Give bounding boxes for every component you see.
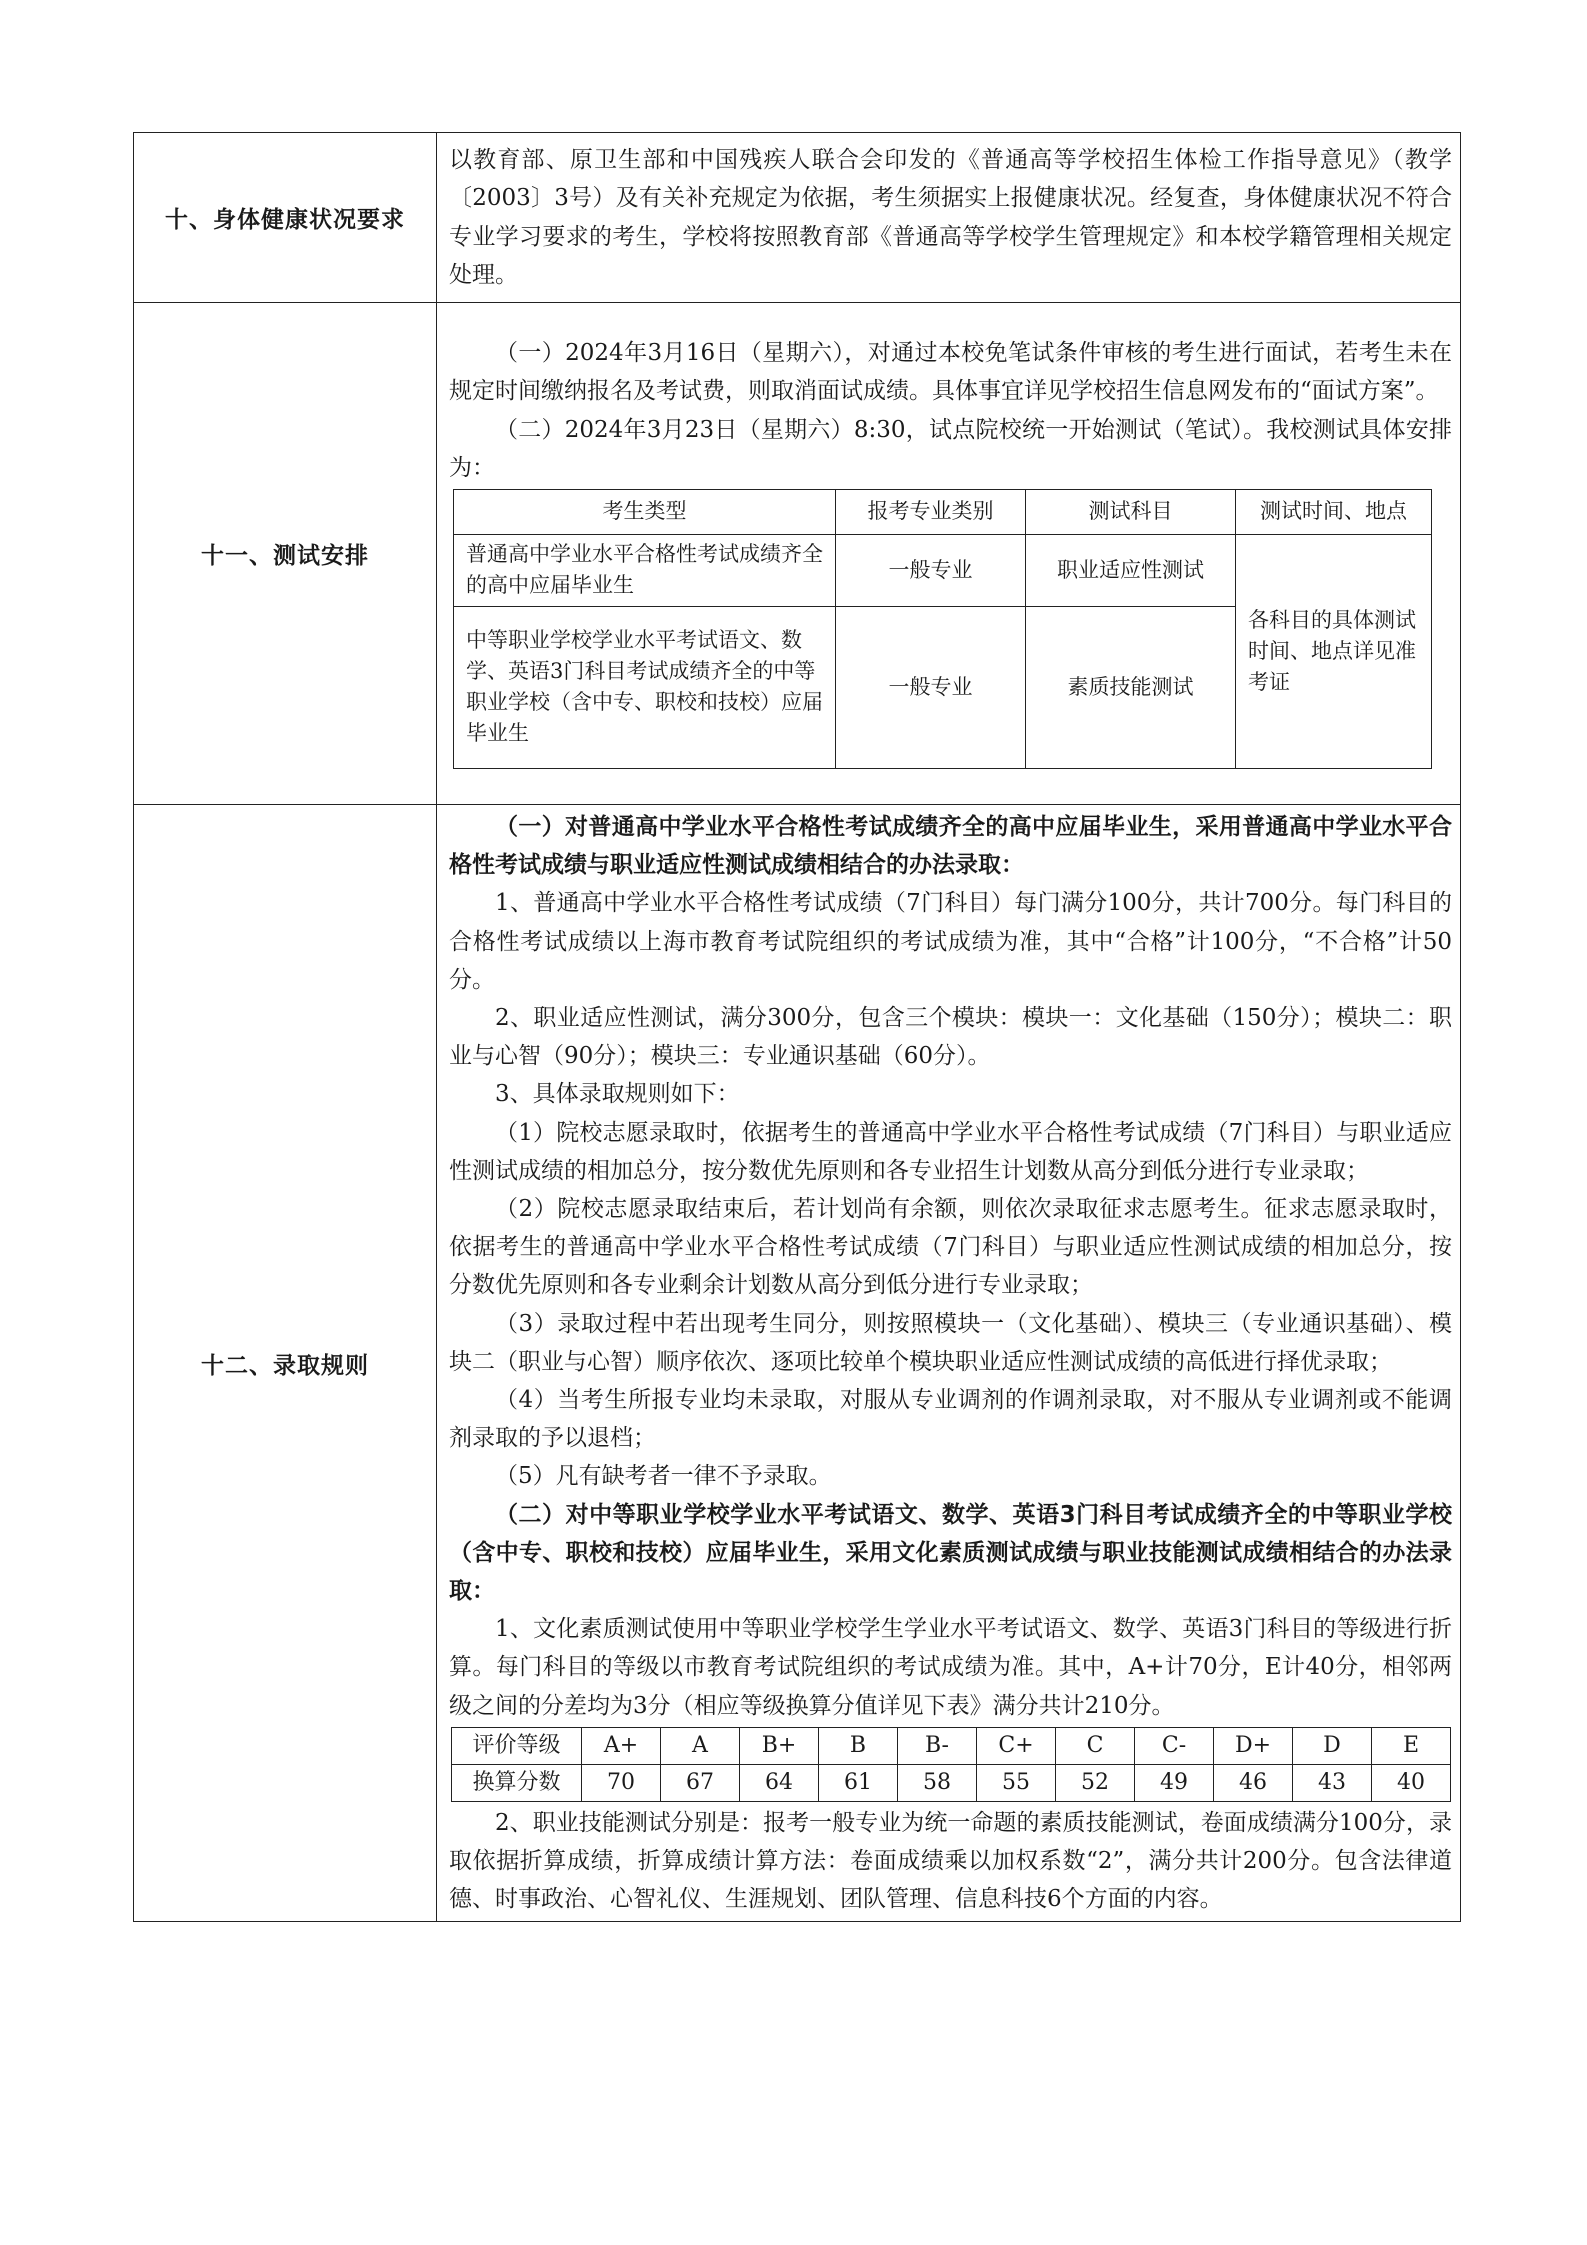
- score-cell: 67: [661, 1764, 740, 1801]
- score-cell: 55: [977, 1764, 1056, 1801]
- section-admission-body: [437, 805, 1461, 1922]
- admission-heading-1: （一）对普通高中学业水平合格性考试成绩齐全的高中应届毕业生，采用普通高中学业水平合格性考试成绩与职业适应性测试成绩相结合的办法录取：: [449, 814, 1452, 879]
- score-cell: 64: [740, 1764, 819, 1801]
- admission-para: 2、职业技能测试分别是：报考一般专业为统一命题的素质技能测试，卷面成绩满分100分，录取依据折算成绩，折算成绩计算方法：卷面成绩乘以加权系数“2”，满分共计200分。包含法律道德、时事政治、心智礼仪、生涯规划、团队管理、信息科技6个方面的内容。: [449, 1809, 1452, 1913]
- grade-cell: B: [819, 1727, 898, 1764]
- subject-cell: 素质技能测试: [1026, 606, 1236, 768]
- header-category: 报考专业类别: [836, 489, 1026, 534]
- admission-para: 1、普通高中学业水平合格性考试成绩（7门科目）每门满分100分，共计700分。每门科目的合格性考试成绩以上海市教育考试院组织的考试成绩为准，其中“合格”计100分，“不合格”计50分。: [449, 890, 1452, 993]
- admission-para: （3）录取过程中若出现考生同分，则按照模块一（文化基础）、模块三（专业通识基础）、模块二（职业与心智）顺序依次、逐项比较单个模块职业适应性测试成绩的高低进行择优录取；: [449, 1310, 1452, 1375]
- score-cell: 49: [1135, 1764, 1214, 1801]
- score-cell: 52: [1056, 1764, 1135, 1801]
- grade-cell: A+: [582, 1727, 661, 1764]
- candidate-type-cell: 普通高中学业水平合格性考试成绩齐全的高中应届毕业生: [454, 534, 836, 606]
- score-cell: 46: [1214, 1764, 1293, 1801]
- header-candidate-type: 考生类型: [454, 489, 836, 534]
- score-cell: 43: [1293, 1764, 1372, 1801]
- admission-para: 1、文化素质测试使用中等职业学校学生学业水平考试语文、数学、英语3门科目的等级进行折算。每门科目的等级以市教育考试院组织的考试成绩为准。其中，A+计70分，E计40分，相邻两级之间的分差均为3分（相应等级换算分值详见下表》满分共计210分。: [449, 1616, 1452, 1719]
- score-row: [452, 1764, 1451, 1801]
- section-health-row: [134, 133, 1461, 303]
- grade-cell: D: [1293, 1727, 1372, 1764]
- grade-row: [452, 1727, 1451, 1764]
- section-admission-title: 十二、录取规则: [134, 805, 437, 1922]
- section-health-title: 十、身体健康状况要求: [134, 133, 437, 303]
- score-cell: 70: [582, 1764, 661, 1801]
- time-place-cell: 各科目的具体测试时间、地点详见准考证: [1236, 534, 1432, 768]
- candidate-type-cell: 中等职业学校学业水平考试语文、数学、英语3门科目考试成绩齐全的中等职业学校（含中专、职校和技校）应届毕业生: [454, 606, 836, 768]
- category-cell: 一般专业: [836, 534, 1026, 606]
- grade-cell: E: [1372, 1727, 1451, 1764]
- grade-cell: B-: [898, 1727, 977, 1764]
- test-schedule-table: [453, 489, 1432, 769]
- grade-conversion-table: [451, 1727, 1451, 1802]
- table-row: [454, 534, 1432, 606]
- grade-cell: C: [1056, 1727, 1135, 1764]
- section-health-body: [437, 133, 1461, 303]
- score-cell: 58: [898, 1764, 977, 1801]
- grade-cell: C+: [977, 1727, 1056, 1764]
- subject-cell: 职业适应性测试: [1026, 534, 1236, 606]
- test-schedule-header: [454, 489, 1432, 534]
- grade-cell: D+: [1214, 1727, 1293, 1764]
- admission-rules-table: [133, 132, 1461, 1922]
- admission-para: （5）凡有缺考者一律不予录取。: [495, 1463, 832, 1490]
- admission-para: 2、职业适应性测试，满分300分，包含三个模块：模块一：文化基础（150分）；模块二：职业与心智（90分）；模块三：专业通识基础（60分）。: [449, 1005, 1452, 1070]
- test-para-2: （二）2024年3月23日（星期六）8:30，试点院校统一开始测试（笔试）。我校测试具体安排为：: [449, 416, 1452, 481]
- admission-para: （1）院校志愿录取时，依据考生的普通高中学业水平合格性考试成绩（7门科目）与职业适应性测试成绩的相加总分，按分数优先原则和各专业招生计划数从高分到低分进行专业录取；: [449, 1119, 1452, 1184]
- admission-heading-2: （二）对中等职业学校学业水平考试语文、数学、英语3门科目考试成绩齐全的中等职业学校（含中专、职校和技校）应届毕业生，采用文化素质测试成绩与职业技能测试成绩相结合的办法录取：: [449, 1501, 1452, 1605]
- score-cell: 40: [1372, 1764, 1451, 1801]
- section-test-body: [437, 303, 1461, 805]
- score-cell: 61: [819, 1764, 898, 1801]
- test-para-1: （一）2024年3月16日（星期六），对通过本校免笔试条件审核的考生进行面试，若考生未在规定时间缴纳报名及考试费，则取消面试成绩。具体事宜详见学校招生信息网发布的“面试方案”。: [449, 340, 1452, 405]
- grade-cell: C-: [1135, 1727, 1214, 1764]
- section-test-title: 十一、测试安排: [134, 303, 437, 805]
- health-paragraph: 以教育部、原卫生部和中国残疾人联合会印发的《普通高等学校招生体检工作指导意见》（教学〔2003〕3号）及有关补充规定为依据，考生须据实上报健康状况。经复查，身体健康状况不符合专业学习要求的考生，学校将按照教育部《普通高等学校学生管理规定》和本校学籍管理相关规定处理。: [449, 147, 1452, 288]
- grade-label: 评价等级: [452, 1727, 582, 1764]
- section-admission-row: [134, 805, 1461, 1922]
- admission-para: （4）当考生所报专业均未录取，对服从专业调剂的作调剂录取，对不服从专业调剂或不能调剂录取的予以退档；: [449, 1387, 1452, 1452]
- header-time-place: 测试时间、地点: [1236, 489, 1432, 534]
- category-cell: 一般专业: [836, 606, 1026, 768]
- score-label: 换算分数: [452, 1764, 582, 1801]
- section-test-row: [134, 303, 1461, 805]
- grade-cell: A: [661, 1727, 740, 1764]
- grade-cell: B+: [740, 1727, 819, 1764]
- header-subject: 测试科目: [1026, 489, 1236, 534]
- admission-para: 3、具体录取规则如下：: [495, 1081, 740, 1108]
- admission-para: （2）院校志愿录取结束后，若计划尚有余额，则依次录取征求志愿考生。征求志愿录取时，依据考生的普通高中学业水平合格性考试成绩（7门科目）与职业适应性测试成绩的相加总分，按分数优先原则和各专业剩余计划数从高分到低分进行专业录取；: [449, 1196, 1452, 1299]
